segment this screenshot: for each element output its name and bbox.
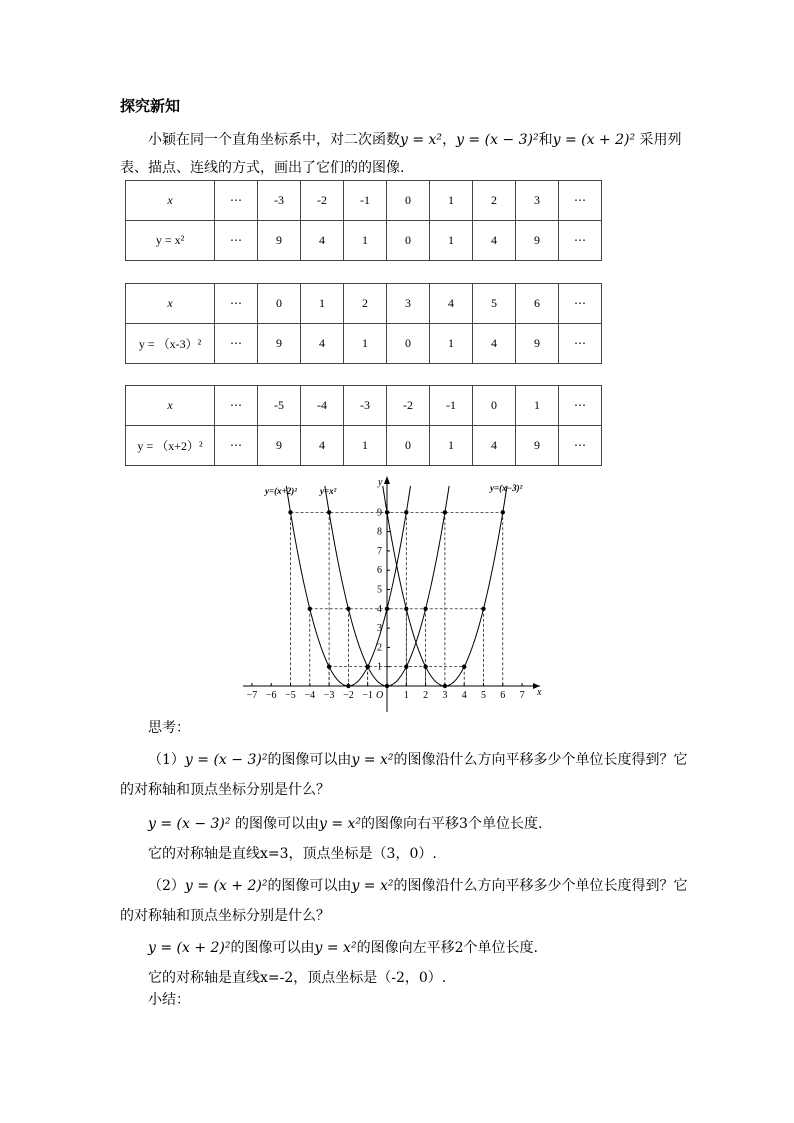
table-cell: ⋯ [215, 324, 258, 364]
answer-2-line-2: 它的对称轴是直线x=-2，顶点坐标是（-2，0）. [148, 970, 447, 986]
think-label: 思考： [148, 720, 190, 736]
formula-shift-left: y = (x + 2)² [148, 940, 231, 956]
table-cell: 1 [344, 221, 387, 261]
table-head-y: y = x² [126, 221, 215, 261]
text: 的图像沿什么方向平移多少个单位长度得到？它 [393, 752, 688, 768]
x-tick-label: −6 [265, 690, 277, 701]
table-cell: 3 [516, 181, 559, 221]
intro-prefix: 小颖在同一个直角坐标系中，对二次函数 [148, 132, 400, 148]
question-2-number: （2） [148, 878, 185, 894]
data-point [404, 665, 408, 669]
data-point [327, 665, 331, 669]
table-cell: -3 [344, 386, 387, 426]
table-cell: 9 [516, 221, 559, 261]
data-point [308, 607, 312, 611]
y-tick-label: 7 [377, 545, 382, 557]
table-cell: 4 [301, 324, 344, 364]
formula-shift-left: y = (x + 2)² [184, 878, 268, 894]
table-cell: 1 [430, 221, 473, 261]
y-tick-label: 6 [377, 565, 382, 577]
table-cell: -3 [258, 181, 301, 221]
y-tick-label: 3 [377, 623, 382, 635]
x-tick-label: 5 [481, 690, 486, 701]
answer-2-line-1 [148, 938, 538, 958]
y-tick-label: 8 [377, 526, 382, 538]
curve-label: y=x² [320, 486, 337, 496]
table-cell: -1 [344, 181, 387, 221]
data-point [366, 665, 370, 669]
data-point [501, 510, 505, 514]
x-tick-label: −5 [285, 690, 296, 701]
table-cell: 9 [516, 426, 559, 466]
x-tick-label: −1 [362, 690, 374, 701]
data-point [346, 684, 350, 688]
table-cell: 0 [473, 386, 516, 426]
table-cell: 6 [516, 284, 559, 324]
separator: ， [442, 132, 457, 148]
x-tick-label: 2 [423, 690, 429, 701]
text: 的图像可以由 [267, 752, 352, 768]
question-1-number: （1） [148, 752, 185, 768]
origin-label: O [376, 690, 384, 701]
data-point [423, 607, 427, 611]
data-point [404, 607, 408, 611]
table-cell: ⋯ [559, 221, 602, 261]
summary-label: 小结： [148, 992, 190, 1008]
table-cell: 4 [473, 324, 516, 364]
intro-line-2: 表、描点、连线的方式，画出了它们的的图像. [120, 160, 405, 176]
data-point [327, 510, 331, 514]
table-head-x: x [126, 386, 215, 426]
y-tick-label: 5 [377, 584, 382, 596]
text: 的图像可以由 [230, 940, 315, 956]
table-cell: ⋯ [559, 426, 602, 466]
x-tick-label: −3 [323, 690, 335, 701]
table-cell: 4 [301, 426, 344, 466]
table-cell: 9 [258, 426, 301, 466]
formula-shift-right: y = (x − 3)² [184, 752, 268, 768]
table-cell: 0 [387, 426, 430, 466]
text: 的图像可以由 [267, 878, 352, 894]
question-2-line-1 [148, 876, 688, 896]
table-cell: 0 [258, 284, 301, 324]
table-cell: -1 [430, 386, 473, 426]
table-cell: -2 [387, 386, 430, 426]
data-point [443, 684, 447, 688]
table-cell: 3 [387, 284, 430, 324]
question-2-line-2: 的对称轴和顶点坐标分别是什么？ [120, 908, 330, 924]
y-tick-label: 1 [377, 661, 382, 673]
section-title: 探究新知 [120, 97, 181, 115]
table-cell: 4 [430, 284, 473, 324]
table-cell: 1 [344, 324, 387, 364]
x-tick-label: −7 [246, 690, 258, 701]
table-cell: 1 [430, 324, 473, 364]
table-cell: -2 [301, 181, 344, 221]
table-cell: ⋯ [559, 324, 602, 364]
table-cell: -4 [301, 386, 344, 426]
x-tick-label: 4 [461, 690, 467, 701]
table-cell: 2 [473, 181, 516, 221]
formula-base: y = x² [351, 878, 394, 894]
question-1-line-1 [148, 750, 688, 770]
table-cell: 0 [387, 324, 430, 364]
curve-label: y=(x−3)² [490, 483, 523, 493]
formula-x2: y = x² [400, 132, 443, 148]
table-head-y: y = （x+2）² [126, 426, 215, 466]
data-point [481, 607, 485, 611]
table-cell: ⋯ [215, 284, 258, 324]
table-cell: 0 [387, 221, 430, 261]
table-cell: 9 [258, 324, 301, 364]
y-tick-label: 9 [377, 507, 382, 519]
formula-x-minus-3: y = (x − 3)² [456, 132, 539, 148]
data-point [462, 665, 466, 669]
table-head-x: x [126, 181, 215, 221]
data-point [385, 510, 389, 514]
table-cell: 1 [344, 426, 387, 466]
formula-base: y = x² [351, 752, 394, 768]
curve-label: y=(x+2)² [265, 486, 297, 496]
table-cell: ⋯ [215, 221, 258, 261]
parabola-curve [383, 486, 507, 686]
y-tick-label: 2 [377, 642, 382, 654]
data-point [423, 665, 427, 669]
table-cell: 4 [301, 221, 344, 261]
x-tick-label: −2 [343, 690, 354, 701]
table-cell: 5 [473, 284, 516, 324]
text: 的图像沿什么方向平移多少个单位长度得到？它 [393, 878, 688, 894]
table-cell: ⋯ [559, 284, 602, 324]
x-tick-label: −4 [304, 690, 316, 701]
question-1-line-2: 的对称轴和顶点坐标分别是什么？ [120, 782, 330, 798]
table-cell: 1 [430, 181, 473, 221]
table-cell: 0 [387, 181, 430, 221]
table-cell: ⋯ [215, 386, 258, 426]
table-head-y: y = （x-3）² [126, 324, 215, 364]
formula-shift-right: y = (x − 3)² [148, 816, 231, 832]
data-point [346, 607, 350, 611]
table-cell: ⋯ [215, 181, 258, 221]
table-cell: 9 [258, 221, 301, 261]
data-point [385, 607, 389, 611]
answer-1-line-2: 它的对称轴是直线x=3，顶点坐标是（3，0）. [148, 846, 437, 862]
y-tick-label: 4 [377, 603, 382, 615]
x-tick-label: 1 [403, 690, 409, 701]
table-cell: 1 [301, 284, 344, 324]
x-tick-label: 6 [500, 690, 506, 701]
data-point [288, 510, 292, 514]
table-cell: 1 [430, 426, 473, 466]
data-point [404, 510, 408, 514]
y-axis-label: y [378, 477, 383, 488]
table-cell: 1 [516, 386, 559, 426]
text: 的图像可以由 [230, 816, 319, 832]
text: 的图像向右平移3个单位长度. [361, 816, 543, 832]
table-cell: 9 [516, 324, 559, 364]
table-cell: 2 [344, 284, 387, 324]
table-head-x: x [126, 284, 215, 324]
x-tick-label: 3 [442, 690, 448, 701]
y-axis-arrow-icon [384, 476, 390, 484]
table-cell: ⋯ [559, 181, 602, 221]
table-cell: 4 [473, 221, 516, 261]
table-cell: 4 [473, 426, 516, 466]
table-cell: ⋯ [215, 426, 258, 466]
and-word: 和 [538, 132, 553, 148]
formula-base: y = x² [318, 816, 362, 832]
x-tick-label: 7 [519, 690, 525, 701]
answer-1-line-1 [148, 814, 542, 834]
data-point [385, 684, 389, 688]
formula-base: y = x² [314, 940, 357, 956]
data-point [443, 510, 447, 514]
text: 的图像向左平移2个单位长度. [356, 940, 538, 956]
table-cell: ⋯ [559, 386, 602, 426]
x-axis-label: x [537, 687, 542, 698]
table-cell: -5 [258, 386, 301, 426]
intro-suffix: 采用列 [635, 132, 682, 148]
formula-x-plus-2: y = (x + 2)² [552, 132, 636, 148]
